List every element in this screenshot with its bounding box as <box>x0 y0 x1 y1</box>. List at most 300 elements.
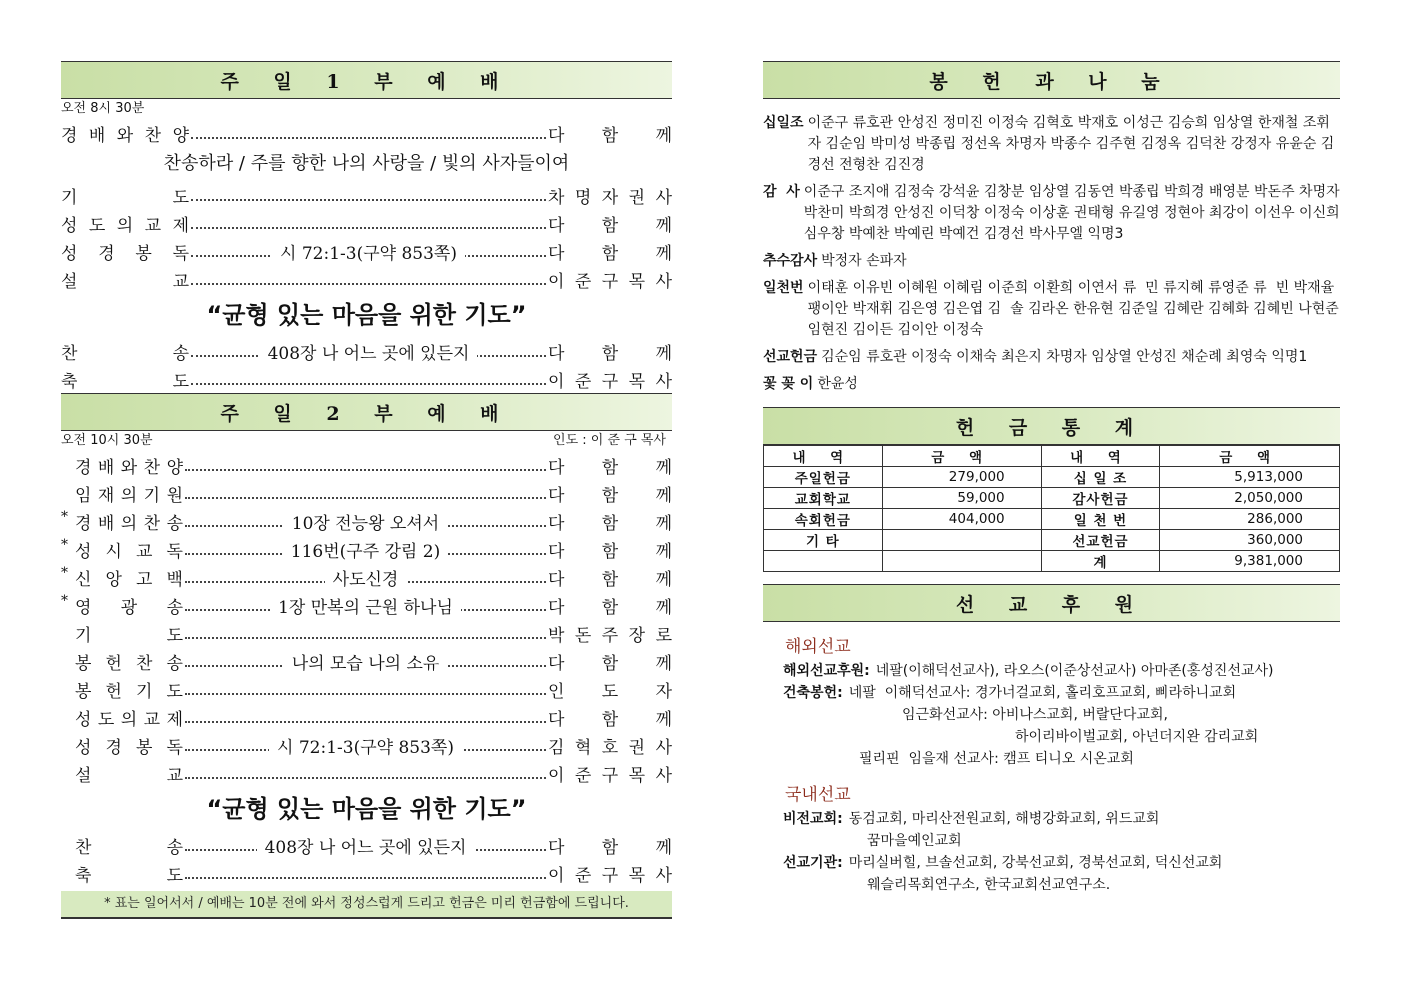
order-performer-char: 다 <box>548 837 565 858</box>
order-label-char: 경 <box>61 125 78 146</box>
order-label-char: 기 <box>136 681 153 702</box>
order-label-char: 헌 <box>105 653 122 674</box>
order-label-char: 봉 <box>136 737 153 758</box>
stats-item: 속회헌금 <box>764 509 883 530</box>
order-label <box>61 183 189 208</box>
stats-item <box>764 551 883 572</box>
order-performer-char: 다 <box>548 541 565 562</box>
stats-amount: 360,000 <box>1160 530 1340 551</box>
order-performer-char: 자 <box>655 681 672 702</box>
stats-item: 계 <box>1041 551 1160 572</box>
order-performer-char: 차 <box>548 187 565 208</box>
order-label-char: 독 <box>166 541 183 562</box>
order-leader-dots <box>183 675 548 703</box>
order-performer <box>548 121 672 146</box>
order-row <box>61 675 672 703</box>
order-row <box>61 859 672 887</box>
order-performer-char: 사 <box>655 271 672 292</box>
missions-title: 선 교 후 원 <box>763 584 1340 622</box>
order-content: 116번(구주 강림 2) <box>283 537 448 562</box>
order-row <box>61 237 672 265</box>
order-label-char: 도 <box>172 371 189 392</box>
mission-key: 선교헌금 <box>763 349 818 365</box>
stats-row <box>764 467 1340 488</box>
order-label-char: 와 <box>116 125 134 146</box>
order-row <box>61 507 672 535</box>
order-performer-char: 목 <box>628 865 646 886</box>
order-performer-char: 준 <box>574 765 592 786</box>
order-label <box>61 239 189 264</box>
order-leader-dots <box>189 337 548 365</box>
service2-leader: 인도 : 이 준 구 목사 <box>553 433 666 448</box>
order-performer <box>548 211 672 236</box>
order-performer <box>548 509 672 534</box>
order-performer-char: 준 <box>574 371 592 392</box>
order-label-char: 의 <box>120 485 138 506</box>
order-performer <box>548 453 672 478</box>
order-performer-char: 박 <box>548 625 565 646</box>
order-performer-char: 인 <box>548 681 565 702</box>
order-label-char: 성 <box>61 243 78 264</box>
order-performer-char: 다 <box>548 343 565 364</box>
order-performer <box>548 239 672 264</box>
service1-title: 주 일 1 부 예 배 <box>61 61 672 99</box>
order-performer-char: 께 <box>655 837 672 858</box>
order-leader-dots <box>189 209 548 237</box>
order-performer <box>548 705 672 730</box>
overseas-support <box>763 660 1340 682</box>
order-performer-char: 명 <box>574 187 592 208</box>
order-performer-char: 함 <box>601 541 619 562</box>
service1-sermon-title: “균형 있는 마음을 위한 기도” <box>206 301 527 329</box>
order-performer-char: 이 <box>548 371 565 392</box>
building-line3: 하이리바이벌교회, 아넌더지완 감리교회 <box>1015 729 1259 745</box>
order-label-char: 경 <box>75 513 92 534</box>
order-label-char: 도 <box>97 709 115 730</box>
order-label-char: 의 <box>120 709 138 730</box>
order-performer-char: 준 <box>574 271 592 292</box>
order-leader-dots <box>183 451 548 479</box>
order-performer <box>548 367 672 392</box>
service1-order-c <box>61 337 672 393</box>
order-leader-dots <box>189 181 548 209</box>
order-label-char: 봉 <box>135 243 152 264</box>
building-support <box>763 682 1340 704</box>
order-performer-char: 다 <box>548 485 565 506</box>
stats-amount: 404,000 <box>882 509 1041 530</box>
service2-time: 오전 10시 30분 <box>61 433 153 448</box>
order-label-char: 배 <box>88 125 106 146</box>
order-label-char: 경 <box>98 243 115 264</box>
order-performer-char: 다 <box>548 597 565 618</box>
order-label-char: 성 <box>75 709 92 730</box>
order-performer-char: 주 <box>601 625 619 646</box>
order-performer <box>548 267 672 292</box>
order-row <box>61 181 672 209</box>
order-content: 10장 전능왕 오셔서 <box>284 509 447 534</box>
order-row <box>61 479 672 507</box>
order-leader-dots <box>183 479 548 507</box>
vision-key: 비전교회: <box>783 811 843 827</box>
order-performer-char: 께 <box>655 125 672 146</box>
order-label-char: 찬 <box>143 457 161 478</box>
order-row <box>61 209 672 237</box>
order-label-char: 제 <box>172 215 189 236</box>
left-column <box>61 61 672 919</box>
order-label-char: 의 <box>116 215 134 236</box>
order-label-char: 백 <box>166 569 183 590</box>
order-leader-dots <box>183 859 548 887</box>
stats-item: 교회학교 <box>764 488 883 509</box>
order-label <box>75 649 183 674</box>
order-row <box>61 337 672 365</box>
order-content: 시 72:1-3(구약 853쪽) <box>272 239 465 264</box>
order-label-char: 양 <box>172 125 189 146</box>
order-label-char: 축 <box>75 865 92 886</box>
standing-mark: * <box>61 537 68 553</box>
order-performer <box>548 537 672 562</box>
order-label-char: 설 <box>61 271 78 292</box>
order-row <box>61 731 672 759</box>
order-performer-char: 사 <box>655 765 672 786</box>
order-performer-char: 다 <box>548 243 565 264</box>
order-performer-char: 께 <box>655 541 672 562</box>
order-label-char: 교 <box>144 215 162 236</box>
order-performer-char: 사 <box>655 371 672 392</box>
right-column <box>763 61 1344 896</box>
order-label-char: 송 <box>166 597 183 618</box>
order-label-char: 송 <box>166 513 183 534</box>
order-label-char: 송 <box>166 837 183 858</box>
offering-stats-table <box>763 445 1340 572</box>
stats-row <box>764 551 1340 572</box>
order-label-char: 찬 <box>61 343 78 364</box>
order-label-char: 성 <box>75 541 92 562</box>
order-label <box>61 367 189 392</box>
order-label-char: 교 <box>166 765 183 786</box>
order-performer-char: 함 <box>601 125 619 146</box>
order-leader-dots <box>183 507 548 535</box>
order-performer <box>548 481 672 506</box>
order-label-char: 설 <box>75 765 92 786</box>
order-performer <box>548 733 672 758</box>
order-label-char: 기 <box>75 625 92 646</box>
order-performer-char: 이 <box>548 271 565 292</box>
tithe-list <box>763 113 1340 176</box>
order-label-char: 도 <box>88 215 106 236</box>
order-performer-char: 다 <box>548 457 565 478</box>
order-label-char: 헌 <box>105 681 122 702</box>
stats-header: 금 액 <box>1160 446 1340 467</box>
order-performer-char: 호 <box>601 737 619 758</box>
building-line2: 임근화선교사: 아비나스교회, 버랄단다교회, <box>902 707 1168 723</box>
org-key: 선교기관: <box>783 855 843 871</box>
order-performer-char: 께 <box>655 343 672 364</box>
order-performer-char: 다 <box>548 569 565 590</box>
order-label <box>75 761 183 786</box>
stats-item: 기 타 <box>764 530 883 551</box>
order-row <box>61 759 672 787</box>
tithe-key: 십일조 <box>763 115 804 131</box>
order-performer-char: 목 <box>628 271 646 292</box>
order-label-char: 도 <box>166 625 183 646</box>
order-performer-char: 께 <box>655 709 672 730</box>
order-label <box>75 621 183 646</box>
order-label-char: 도 <box>166 681 183 702</box>
order-leader-dots <box>189 119 548 147</box>
onethousand-key: 일천번 <box>763 280 804 296</box>
order-label <box>75 833 183 858</box>
order-leader-dots <box>183 535 548 563</box>
order-label-char: 재 <box>97 485 115 506</box>
order-performer-char: 이 <box>548 765 565 786</box>
order-leader-dots <box>189 365 548 393</box>
order-performer-char: 함 <box>601 513 619 534</box>
order-label-char: 원 <box>166 485 183 506</box>
order-performer-char: 함 <box>601 343 619 364</box>
flower-names: 한윤성 <box>817 376 858 392</box>
order-label-char: 송 <box>172 343 189 364</box>
order-label-char: 도 <box>172 187 189 208</box>
vision-line1: 동검교회, 마리산전원교회, 해병강화교회, 위드교회 <box>848 811 1160 827</box>
stats-row <box>764 488 1340 509</box>
stats-body <box>764 467 1340 572</box>
stats-amount <box>882 551 1041 572</box>
stats-item: 감사헌금 <box>1041 488 1160 509</box>
order-performer-char: 권 <box>628 187 646 208</box>
order-performer-char: 이 <box>548 865 565 886</box>
order-performer-char: 혁 <box>574 737 592 758</box>
order-row <box>61 647 672 675</box>
order-label-char: 봉 <box>75 681 92 702</box>
stats-amount: 286,000 <box>1160 509 1340 530</box>
order-performer <box>548 593 672 618</box>
order-row <box>61 563 672 591</box>
order-content: 408장 나 어느 곳에 있든지 <box>257 833 475 858</box>
order-row <box>61 535 672 563</box>
order-label-char: 기 <box>61 187 78 208</box>
order-performer-char: 께 <box>655 569 672 590</box>
thanks-list <box>763 182 1340 245</box>
flower-key: 꽃 꽂 이 <box>763 376 814 392</box>
order-label-char: 송 <box>166 653 183 674</box>
order-label-char: 축 <box>61 371 78 392</box>
order-label-char: 와 <box>120 457 138 478</box>
order-row <box>61 703 672 731</box>
stats-item: 일 천 번 <box>1041 509 1160 530</box>
stats-amount: 2,050,000 <box>1160 488 1340 509</box>
stats-header: 내 역 <box>764 446 883 467</box>
tithe-names: 이준구 류호관 안성진 정미진 이정숙 김혁호 박재호 이성근 김승희 임상열 한재철 조휘자 김순임 박미성 박종립 정선옥 차명자 박종수 김주현 김정옥 김덕찬 강정자 유윤순 김경선 전형찬 김진경 <box>807 115 1335 173</box>
order-performer-char: 함 <box>601 597 619 618</box>
order-label <box>61 267 189 292</box>
order-label <box>75 593 183 618</box>
onethousand-names: 이태훈 이유빈 이혜원 이혜림 이준희 이환희 이연서 류 민 류지혜 류영준 류 빈 박재율 팽이안 박재휘 김은영 김은엽 김 솔 김라온 한유현 김준일 김혜란 김혜화 김혜빈 나현준 임현진 김이든 김이안 이정숙 <box>807 280 1344 338</box>
order-performer <box>548 861 672 886</box>
order-label-char: 독 <box>172 243 189 264</box>
philippines-line: 필리핀 임을재 선교사: 캠프 티니오 시온교회 <box>859 751 1134 767</box>
order-performer <box>548 183 672 208</box>
order-performer-char: 구 <box>601 371 619 392</box>
order-label-char: 의 <box>120 513 138 534</box>
order-performer-char: 께 <box>655 513 672 534</box>
service2-title: 주 일 2 부 예 배 <box>61 393 672 431</box>
order-performer <box>548 621 672 646</box>
offering-title: 봉 헌 과 나 눔 <box>763 61 1340 99</box>
order-performer <box>548 565 672 590</box>
order-performer-char: 다 <box>548 709 565 730</box>
order-performer-char: 준 <box>574 865 592 886</box>
order-performer-char: 구 <box>601 271 619 292</box>
order-label-char: 성 <box>61 215 78 236</box>
stats-item: 십 일 조 <box>1041 467 1160 488</box>
stats-item: 주일헌금 <box>764 467 883 488</box>
order-label-char: 신 <box>75 569 92 590</box>
order-performer-char: 께 <box>655 653 672 674</box>
order-performer-char: 께 <box>655 243 672 264</box>
order-label-char: 기 <box>143 485 161 506</box>
onethousand-list <box>763 278 1344 341</box>
standing-mark: * <box>61 565 68 581</box>
stats-row <box>764 509 1340 530</box>
order-performer <box>548 761 672 786</box>
order-label <box>61 339 189 364</box>
order-performer-char: 함 <box>601 243 619 264</box>
order-label-char: 시 <box>105 541 122 562</box>
order-leader-dots <box>183 591 548 619</box>
order-leader-dots <box>183 563 548 591</box>
thanks-names: 이준구 조지애 김정숙 강석윤 김창분 임상열 김동연 박종립 박희경 배영분 박돈주 차명자 박찬미 박희경 안성진 이덕창 이정숙 이상훈 권태형 유길영 정현아 최강이 이선우 이신희 심우창 박예찬 박예린 박예건 김경선 박사무엘 익명3 <box>803 184 1340 242</box>
stats-row <box>764 530 1340 551</box>
mission-names: 김순임 류호관 이정숙 이채숙 최은지 차명자 임상열 안성진 채순례 최영숙 익명1 <box>821 349 1308 365</box>
order-label-char: 고 <box>136 569 153 590</box>
order-performer-char: 돈 <box>574 625 592 646</box>
order-label <box>61 121 189 146</box>
order-performer-char: 사 <box>655 865 672 886</box>
order-label-char: 배 <box>97 457 115 478</box>
building-key: 건축봉헌: <box>783 685 843 701</box>
order-label <box>75 537 183 562</box>
order-performer-char: 다 <box>548 215 565 236</box>
thanks-key: 감 사 <box>763 184 800 200</box>
order-label-char: 독 <box>166 737 183 758</box>
order-label-char: 경 <box>75 457 92 478</box>
stats-amount: 5,913,000 <box>1160 467 1340 488</box>
order-leader-dots <box>183 647 548 675</box>
service1-time: 오전 8시 30분 <box>61 101 145 116</box>
vision-churches <box>763 808 1340 830</box>
building-line1: 네팔 이해덕선교사: 경가너걸교회, 홀리호프교회, 삐라하니교회 <box>848 685 1237 701</box>
mission-orgs <box>763 852 1340 874</box>
order-label-char: 봉 <box>75 653 92 674</box>
order-row <box>61 365 672 393</box>
order-label-char: 광 <box>120 597 138 618</box>
order-leader-dots <box>183 703 548 731</box>
order-performer-char: 구 <box>601 865 619 886</box>
order-row <box>61 451 672 479</box>
order-performer-char: 구 <box>601 765 619 786</box>
order-row <box>61 265 672 293</box>
harvest-names: 박정자 손파자 <box>821 253 907 269</box>
order-label-char: 배 <box>97 513 115 534</box>
order-performer-char: 께 <box>655 597 672 618</box>
service2-info <box>61 431 672 451</box>
order-label-char: 찬 <box>143 513 161 534</box>
domestic-heading: 국내선교 <box>785 785 851 805</box>
stats-item: 선교헌금 <box>1041 530 1160 551</box>
order-row <box>61 831 672 859</box>
order-leader-dots <box>189 265 548 293</box>
order-performer-char: 목 <box>628 765 646 786</box>
order-performer-char: 자 <box>601 187 619 208</box>
service2-order-b <box>61 831 672 887</box>
order-label-char: 경 <box>105 737 122 758</box>
order-performer-char: 함 <box>601 653 619 674</box>
order-performer-char: 다 <box>548 125 565 146</box>
order-content: 나의 모습 나의 소유 <box>284 649 448 674</box>
order-content: 사도신경 <box>325 565 407 590</box>
order-performer-char: 로 <box>655 625 672 646</box>
overseas-heading: 해외선교 <box>785 637 851 657</box>
service2-sermon-title: “균형 있는 마음을 위한 기도” <box>206 795 527 823</box>
order-row <box>61 591 672 619</box>
order-label-char: 임 <box>75 485 92 506</box>
stats-amount <box>882 530 1041 551</box>
service1-order-a <box>61 119 672 147</box>
order-performer <box>548 649 672 674</box>
order-label-char: 앙 <box>105 569 122 590</box>
order-performer-char: 권 <box>628 737 646 758</box>
order-performer-char: 함 <box>601 215 619 236</box>
order-performer-char: 함 <box>601 569 619 590</box>
order-leader-dots <box>189 237 548 265</box>
order-performer-char: 께 <box>655 485 672 506</box>
order-label-char: 찬 <box>144 125 162 146</box>
order-performer-char: 함 <box>601 709 619 730</box>
overseas-support-value: 네팔(이해덕선교사), 라오스(이준상선교사) 아마존(홍성진선교사) <box>875 663 1274 679</box>
order-performer-char: 다 <box>548 513 565 534</box>
order-row <box>61 619 672 647</box>
order-label-char: 교 <box>136 541 153 562</box>
stats-amount: 59,000 <box>882 488 1041 509</box>
harvest-list <box>763 251 1340 272</box>
order-leader-dots <box>183 731 548 759</box>
stats-title: 헌 금 통 계 <box>763 407 1340 445</box>
order-performer-char: 함 <box>601 485 619 506</box>
order-label-char: 찬 <box>75 837 92 858</box>
order-label-char: 양 <box>166 457 183 478</box>
order-performer-char: 사 <box>655 737 672 758</box>
order-performer <box>548 677 672 702</box>
order-label-char: 성 <box>75 737 92 758</box>
order-label <box>75 565 183 590</box>
order-performer-char: 목 <box>628 371 646 392</box>
order-performer <box>548 833 672 858</box>
order-label <box>75 861 183 886</box>
order-label <box>75 705 183 730</box>
service2-notice: * 표는 일어서서 / 예배는 10분 전에 와서 정성스럽게 드리고 헌금은 미리 헌금함에 드립니다. <box>61 891 672 919</box>
order-label-char: 찬 <box>136 653 153 674</box>
stats-amount: 9,381,000 <box>1160 551 1340 572</box>
order-label <box>75 733 183 758</box>
order-row <box>61 119 672 147</box>
mission-list <box>763 347 1340 368</box>
order-label <box>75 509 183 534</box>
order-performer-char: 다 <box>548 653 565 674</box>
order-label-char: 교 <box>172 271 189 292</box>
org-line2: 웨슬리목회연구소, 한국교회선교연구소. <box>867 877 1111 893</box>
order-content: 1장 만복의 근원 하나님 <box>270 593 461 618</box>
